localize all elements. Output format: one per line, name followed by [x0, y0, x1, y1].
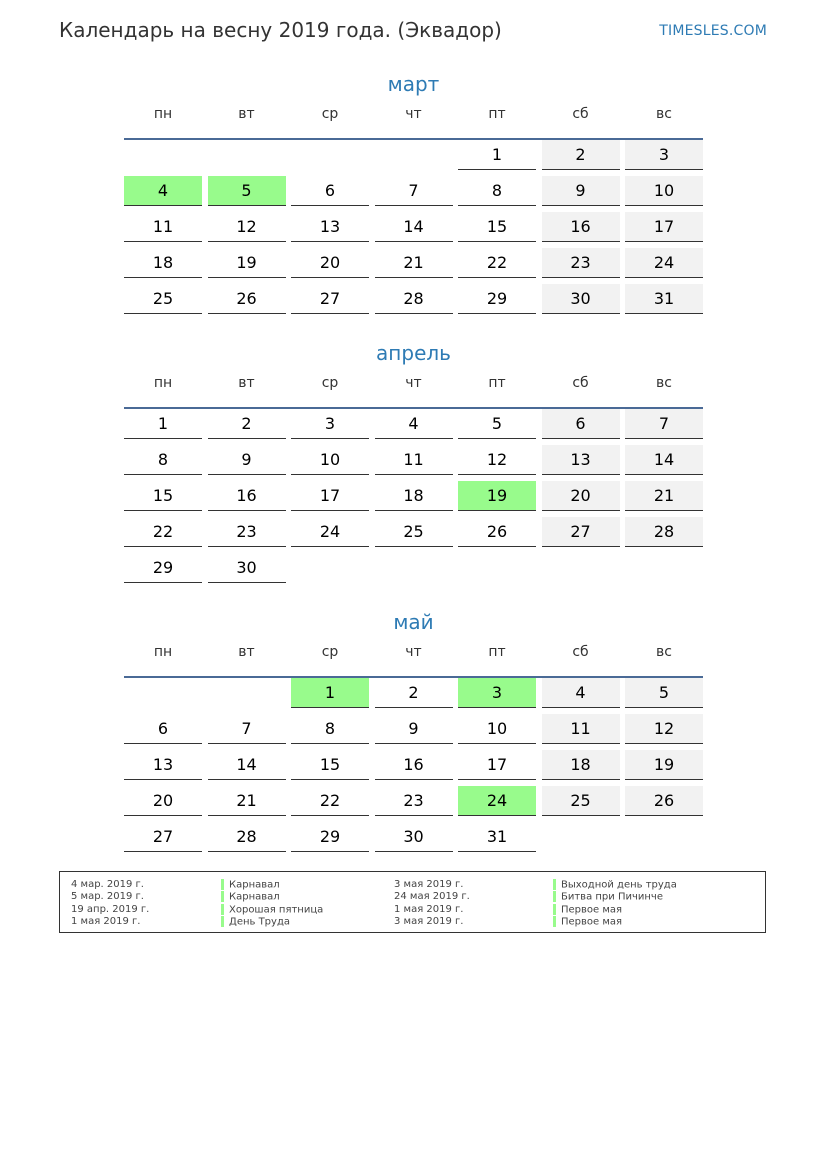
weekday-label: чт: [405, 106, 422, 122]
holiday-marker: [553, 879, 556, 890]
day-cell: 22: [124, 517, 202, 547]
day-cell: 25: [124, 284, 202, 314]
day-cell: 2: [208, 409, 286, 439]
day-cell: 27: [542, 517, 620, 547]
weekday-label: ср: [321, 106, 339, 122]
day-cell: 19: [208, 248, 286, 278]
day-cell: 8: [458, 176, 536, 206]
day-cell: 28: [208, 822, 286, 852]
day-cell: 3: [625, 140, 703, 170]
holiday-day-cell: 3: [458, 678, 536, 708]
day-cell: 23: [375, 786, 453, 816]
weekday-label: сб: [572, 106, 589, 122]
day-grid: [124, 678, 703, 858]
legend-date: 19 апр. 2019 г.: [71, 903, 150, 915]
weekday-label: сб: [572, 644, 589, 660]
day-cell: 20: [542, 481, 620, 511]
legend-holiday-name: Битва при Пичинче: [561, 891, 663, 903]
day-cell: 29: [291, 822, 369, 852]
day-cell: 9: [208, 445, 286, 475]
weekday-header: [124, 98, 703, 140]
day-cell: 16: [375, 750, 453, 780]
holiday-marker: [221, 879, 224, 890]
legend-holiday-name: Первое мая: [561, 916, 623, 928]
day-cell: 9: [542, 176, 620, 206]
weekday-label: сб: [572, 375, 589, 391]
weekday-label: ср: [321, 644, 339, 660]
holiday-marker: [553, 916, 556, 927]
day-cell: 4: [542, 678, 620, 708]
day-cell: 25: [542, 786, 620, 816]
day-cell: 21: [375, 248, 453, 278]
day-cell: 31: [458, 822, 536, 852]
day-cell: 18: [542, 750, 620, 780]
legend-date: 4 мар. 2019 г.: [71, 879, 144, 890]
day-cell: 17: [625, 212, 703, 242]
holiday-marker: [221, 904, 224, 915]
day-cell: 10: [458, 714, 536, 744]
day-cell: 7: [208, 714, 286, 744]
day-cell: 28: [625, 517, 703, 547]
day-cell: 1: [124, 409, 202, 439]
holiday-legend: [59, 871, 766, 933]
day-cell: 2: [375, 678, 453, 708]
day-cell: 15: [458, 212, 536, 242]
weekday-label: вс: [656, 375, 672, 391]
weekday-label: чт: [405, 375, 422, 391]
day-cell: 12: [625, 714, 703, 744]
day-cell: 18: [375, 481, 453, 511]
day-cell: 30: [542, 284, 620, 314]
day-cell: 27: [124, 822, 202, 852]
month-name: апрель: [376, 341, 451, 365]
day-cell: 13: [124, 750, 202, 780]
day-cell: 25: [375, 517, 453, 547]
weekday-label: вс: [656, 644, 672, 660]
day-grid: [124, 409, 703, 589]
holiday-marker: [221, 916, 224, 927]
day-cell: 26: [625, 786, 703, 816]
weekday-label: пн: [153, 106, 173, 122]
day-cell: 24: [291, 517, 369, 547]
day-cell: 19: [625, 750, 703, 780]
day-cell: 18: [124, 248, 202, 278]
legend-date: 3 мая 2019 г.: [394, 879, 464, 890]
legend-holiday-name: Первое мая: [561, 904, 623, 916]
legend-date: 24 мая 2019 г.: [394, 891, 470, 903]
day-cell: 15: [291, 750, 369, 780]
weekday-label: вт: [238, 375, 255, 391]
legend-holiday-name: Карнавал: [229, 891, 280, 903]
day-cell: 15: [124, 481, 202, 511]
weekday-label: чт: [405, 644, 422, 660]
month-name: март: [387, 72, 440, 96]
day-cell: 11: [375, 445, 453, 475]
site-link[interactable]: TIMESLES.COM: [659, 23, 767, 39]
legend-dates-right: [394, 879, 470, 928]
weekday-label: ср: [321, 375, 339, 391]
legend-date: 1 мая 2019 г.: [71, 915, 141, 927]
weekday-label: вт: [238, 106, 255, 122]
day-cell: 9: [375, 714, 453, 744]
day-cell: 13: [542, 445, 620, 475]
day-cell: 11: [542, 714, 620, 744]
day-cell: 13: [291, 212, 369, 242]
legend-holiday-name: Карнавал: [229, 879, 280, 891]
month-name: май: [393, 610, 434, 634]
day-cell: 21: [208, 786, 286, 816]
legend-holiday-name: Выходной день труда: [561, 879, 677, 891]
day-cell: 3: [291, 409, 369, 439]
legend-holiday-name: День Труда: [229, 916, 290, 928]
day-cell: 16: [208, 481, 286, 511]
legend-date: 3 мая 2019 г.: [394, 915, 464, 927]
page-title: Календарь на весну 2019 года. (Эквадор): [59, 18, 502, 42]
weekday-label: пт: [488, 644, 506, 660]
day-cell: 22: [291, 786, 369, 816]
weekday-label: вт: [238, 644, 255, 660]
day-cell: 26: [208, 284, 286, 314]
month-2: [124, 339, 703, 589]
weekday-header: [124, 367, 703, 409]
day-cell: 14: [375, 212, 453, 242]
day-cell: 31: [625, 284, 703, 314]
day-cell: 6: [124, 714, 202, 744]
day-cell: 14: [625, 445, 703, 475]
weekday-label: вс: [656, 106, 672, 122]
legend-holiday-name: Хорошая пятница: [229, 904, 324, 916]
day-cell: 8: [291, 714, 369, 744]
holiday-day-cell: 1: [291, 678, 369, 708]
legend-date: 5 мар. 2019 г.: [71, 891, 144, 903]
day-cell: 5: [458, 409, 536, 439]
day-cell: 6: [542, 409, 620, 439]
day-cell: 7: [625, 409, 703, 439]
holiday-marker: [221, 891, 224, 902]
day-grid: [124, 140, 703, 320]
day-cell: 23: [542, 248, 620, 278]
day-cell: 29: [458, 284, 536, 314]
day-cell: 28: [375, 284, 453, 314]
holiday-day-cell: 4: [124, 176, 202, 206]
day-cell: 20: [124, 786, 202, 816]
day-cell: 6: [291, 176, 369, 206]
day-cell: 24: [625, 248, 703, 278]
weekday-label: пн: [153, 375, 173, 391]
month-3: [124, 608, 703, 858]
legend-date: 1 мая 2019 г.: [394, 903, 464, 915]
day-cell: 20: [291, 248, 369, 278]
month-1: [124, 70, 703, 320]
day-cell: 1: [458, 140, 536, 170]
legend-names-right: [553, 879, 677, 928]
holiday-day-cell: 19: [458, 481, 536, 511]
weekday-label: пт: [488, 106, 506, 122]
weekday-label: пн: [153, 644, 173, 660]
day-cell: 5: [625, 678, 703, 708]
day-cell: 17: [458, 750, 536, 780]
weekday-label: пт: [488, 375, 506, 391]
day-cell: 27: [291, 284, 369, 314]
day-cell: 29: [124, 553, 202, 583]
day-cell: 22: [458, 248, 536, 278]
day-cell: 12: [208, 212, 286, 242]
holiday-marker: [553, 904, 556, 915]
day-cell: 10: [291, 445, 369, 475]
day-cell: 4: [375, 409, 453, 439]
day-cell: 14: [208, 750, 286, 780]
day-cell: 23: [208, 517, 286, 547]
day-cell: 21: [625, 481, 703, 511]
holiday-day-cell: 24: [458, 786, 536, 816]
day-cell: 11: [124, 212, 202, 242]
holiday-day-cell: 5: [208, 176, 286, 206]
day-cell: 2: [542, 140, 620, 170]
legend-names-left: [221, 879, 323, 928]
weekday-header: [124, 636, 703, 678]
day-cell: 12: [458, 445, 536, 475]
day-cell: 16: [542, 212, 620, 242]
day-cell: 8: [124, 445, 202, 475]
day-cell: 7: [375, 176, 453, 206]
day-cell: 30: [208, 553, 286, 583]
day-cell: 26: [458, 517, 536, 547]
day-cell: 30: [375, 822, 453, 852]
legend-dates-left: [71, 879, 149, 928]
day-cell: 17: [291, 481, 369, 511]
day-cell: 10: [625, 176, 703, 206]
holiday-marker: [553, 891, 556, 902]
